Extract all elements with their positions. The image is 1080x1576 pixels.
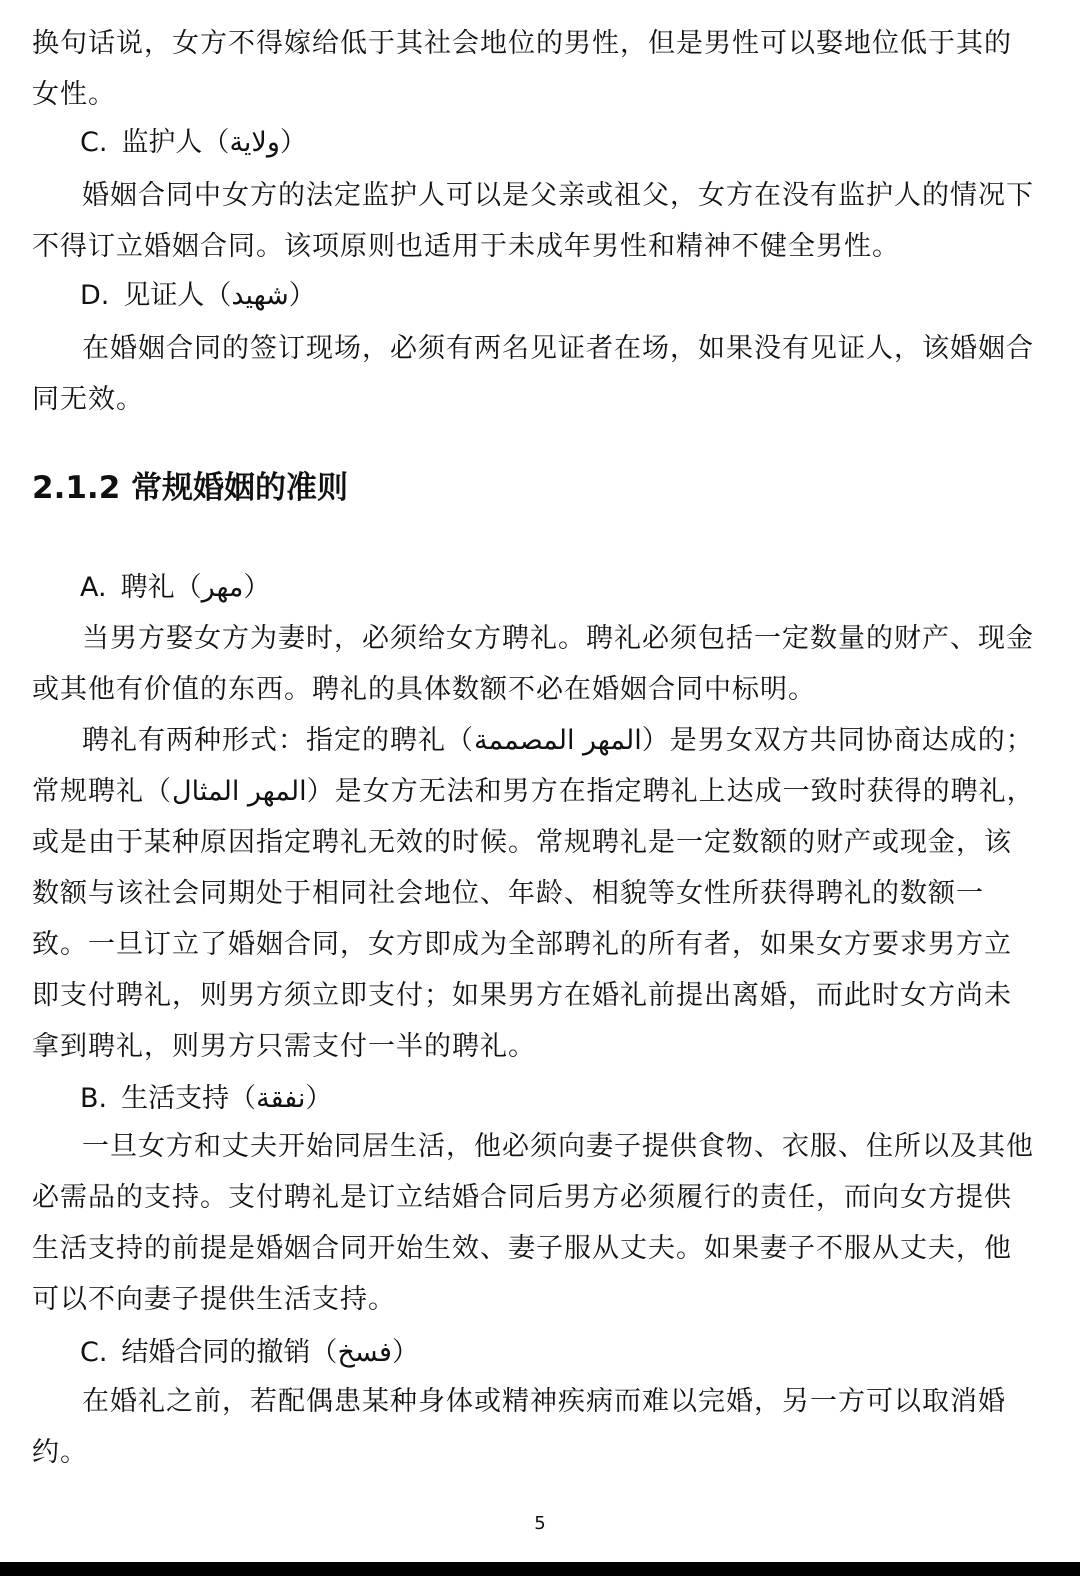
item-label: 见证人（شهيد） (123, 280, 316, 311)
paragraph-dowry-forms: 聘礼有两种形式：指定的聘礼（المهر المصممة）是男女双方共同协商达成的；常规聘礼（المهر المثال）是女方无法和男方在指定聘礼上达成一致时获得的聘礼，或是由于某种原因指定聘礼无效的时候。常规聘礼是一定数额的财产或现金，该数额与该社会同期处于相同社会地位、年龄、相貌等女性所获得聘礼的数额一致。一旦订立了婚姻合同，女方即成为全部聘礼的所有者，如果女方要求男方立即支付聘礼，则男方须立即支付；如果男方在婚礼前提出离婚，而此时女方尚未拿到聘礼，则男方只需支付一半的聘礼。 (32, 725, 1035, 1062)
bottom-border (0, 1562, 1080, 1576)
item-label: 结婚合同的撤销（فسخ） (121, 1337, 419, 1368)
paragraph-support: 一旦女方和丈夫开始同居生活，他必须向妻子提供食物、衣服、住所以及其他必需品的支持。支付聘礼是订立结婚合同后男方必须履行的责任，而向女方提供生活支持的前提是婚姻合同开始生效、妻子服从丈夫。如果妻子不服从丈夫，他可以不向妻子提供生活支持。 (32, 1131, 1034, 1315)
item-letter: A. (80, 572, 107, 603)
item-letter: B. (80, 1083, 108, 1114)
paragraph-intro: 换句话说，女方不得嫁给低于其社会地位的男性，但是男性可以娶地位低于其的女性。 (32, 28, 1012, 110)
item-letter: D. (80, 280, 110, 311)
paragraph-dowry-definition: 当男方娶女方为妻时，必须给女方聘礼。聘礼必须包括一定数量的财产、现金或其他有价值的东西。聘礼的具体数额不必在婚姻合同中标明。 (32, 623, 1034, 705)
paragraph-witness: 在婚姻合同的签订现场，必须有两名见证者在场，如果没有见证人，该婚姻合同无效。 (32, 333, 1034, 415)
item-label: 聘礼（مهر） (120, 572, 271, 603)
section-heading: 2.1.2 常规婚姻的准则 (32, 470, 349, 506)
item-support-heading (80, 1079, 332, 1119)
item-revoke-heading (80, 1333, 419, 1373)
paragraph-guardian: 婚姻合同中女方的法定监护人可以是父亲或祖父，女方在没有监护人的情况下不得订立婚姻合同。该项原则也适用于未成年男性和精神不健全男性。 (32, 180, 1034, 262)
item-label: 监护人（ولاية） (121, 127, 307, 158)
page-number: 5 (534, 1513, 546, 1534)
paragraph-revoke: 在婚礼之前，若配偶患某种身体或精神疾病而难以完婚，另一方可以取消婚约。 (32, 1386, 1006, 1468)
item-letter: C. (80, 1337, 108, 1368)
item-dowry-heading (80, 568, 270, 608)
item-witness-heading (80, 276, 316, 316)
item-guardian-heading (80, 123, 307, 163)
item-label: 生活支持（نفقة） (121, 1083, 333, 1114)
item-letter: C. (80, 127, 108, 158)
